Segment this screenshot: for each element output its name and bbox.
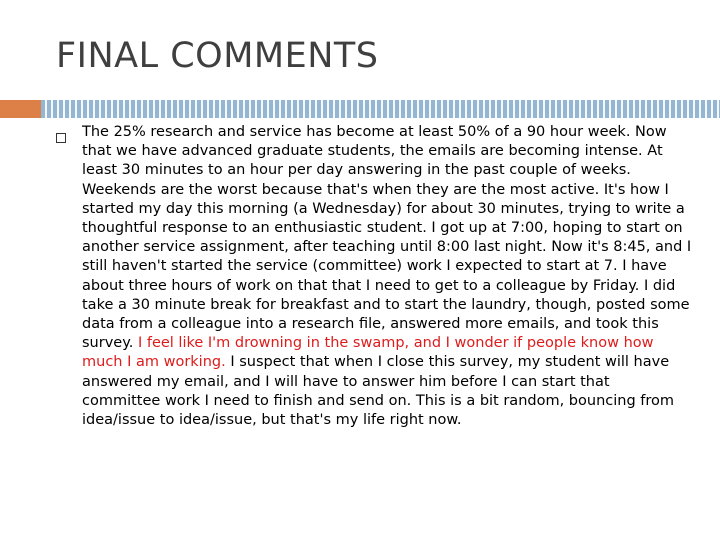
bullet-text-part2: I suspect that when I close this survey, my student will have answered my email, and I will have to answer him before I can start that committee work I need to finish and send on. This is a bit random, bouncing from idea/issue to idea/issue, but that's my life right now. bbox=[82, 354, 675, 429]
bullet-text-part1: The 25% research and service has become at least 50% of a 90 hour week. Now that we have advanced graduate students, the emails are becoming intense. At least 30 minutes to an hour per day answering in the past couple of weeks. Weekends are the worst because that's when they are the most active. It's how I started my day this morning (a Wednesday) for about 30 minutes, trying to write a thoughtful response to an enthusiastic student. I got up at 7:00, hoping to start on another service assignment, after teaching until 8:00 last night. Now it's 8:45, and I still haven't started the service (committee) work I expected to start at 7. I have about three hours of work on that that I need to get to a colleague by Friday. I did take a 30 minute break for breakfast and to start the laundry, though, posted some data from a colleague into a research file, answered more emails, and took this survey. bbox=[82, 124, 692, 352]
bullet-paragraph bbox=[82, 123, 692, 430]
bullet-highlight-text: I feel like I'm drowning in the swamp, and I wonder if people know how much I am working. bbox=[82, 335, 654, 371]
slide-title: FINAL COMMENTS bbox=[56, 36, 379, 76]
title-accent-band bbox=[0, 100, 41, 118]
hollow-square-bullet-icon bbox=[56, 133, 66, 143]
title-striped-band bbox=[41, 100, 720, 118]
